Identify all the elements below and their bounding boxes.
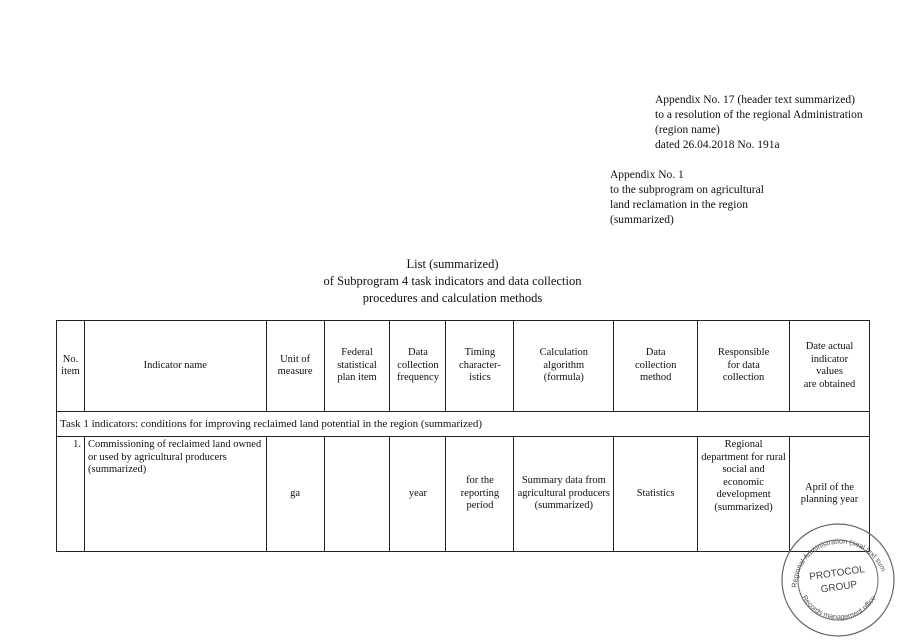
cell-responsible: Regional department for rural social and economic development (summarized) xyxy=(698,437,790,552)
appendix-sub-line: to the subprogram on agricultural xyxy=(610,184,764,196)
column-header-responsible: Responsible for data collection xyxy=(698,321,790,412)
cell-time-characteristics: for the reporting period xyxy=(446,437,514,552)
cell-algorithm: Summary data from agricultural producers (summarized) xyxy=(514,437,614,552)
appendix-sub-line: (summarized) xyxy=(610,214,674,226)
cell-number: 1. xyxy=(57,437,85,552)
cell-date: April of the planning year xyxy=(790,437,870,552)
column-header-date: Date actual indicator values are obtained xyxy=(790,321,870,412)
cell-method: Statistics xyxy=(614,437,698,552)
section-label: Task 1 indicators: conditions for improving reclaimed land potential in the region (summarized) xyxy=(57,412,870,437)
appendix-main-line: dated 26.04.2018 No. 191a xyxy=(655,139,780,151)
stamp-inner-ring xyxy=(793,535,883,625)
appendix-main-block xyxy=(655,93,863,153)
document-title xyxy=(200,256,705,307)
indicators-table xyxy=(56,320,870,552)
stamp-inner-text-line: PROTOCOL xyxy=(808,564,866,583)
cell-indicator-name: Commissioning of reclaimed land owned or used by agricultural producers (summarized) xyxy=(84,437,266,552)
column-header-unit: Unit of measure xyxy=(266,321,324,412)
column-header-algorithm: Calculation algorithm (formula) xyxy=(514,321,614,412)
document-title-line: procedures and calculation methods xyxy=(362,291,543,305)
section-row xyxy=(57,412,870,437)
appendix-sub-line: Appendix No. 1 xyxy=(610,169,684,181)
appendix-main-line: Appendix No. 17 (header text summarized) xyxy=(655,94,855,106)
column-header-frequency: Data collection frequency xyxy=(390,321,446,412)
appendix-main-line: (region name) xyxy=(655,124,720,136)
cell-frequency: year xyxy=(390,437,446,552)
column-header-time-characteristics: Timing character- istics xyxy=(446,321,514,412)
stamp-inner-text-line: GROUP xyxy=(820,579,858,596)
appendix-sub-line: land reclamation in the region xyxy=(610,199,748,211)
table-row xyxy=(57,437,870,552)
appendix-main-line: to a resolution of the regional Administration xyxy=(655,109,863,121)
stamp-outer-text: Regional Administration (seal text summarized) xyxy=(789,536,889,588)
table-header-row xyxy=(57,321,870,412)
stamp-bottom-text: Records management office xyxy=(800,593,878,622)
column-header-method: Data collection method xyxy=(614,321,698,412)
stamp-graphic xyxy=(778,520,898,640)
protocol-stamp xyxy=(778,520,898,640)
document-title-line: of Subprogram 4 task indicators and data collection xyxy=(323,274,582,288)
column-header-indicator-name: Indicator name xyxy=(84,321,266,412)
appendix-sub-block xyxy=(610,168,845,228)
cell-federal-plan xyxy=(324,437,390,552)
column-header-federal-plan: Federal statistical plan item xyxy=(324,321,390,412)
cell-unit: ga xyxy=(266,437,324,552)
column-header-number: No. item xyxy=(57,321,85,412)
document-title-line: List (summarized) xyxy=(406,257,499,271)
